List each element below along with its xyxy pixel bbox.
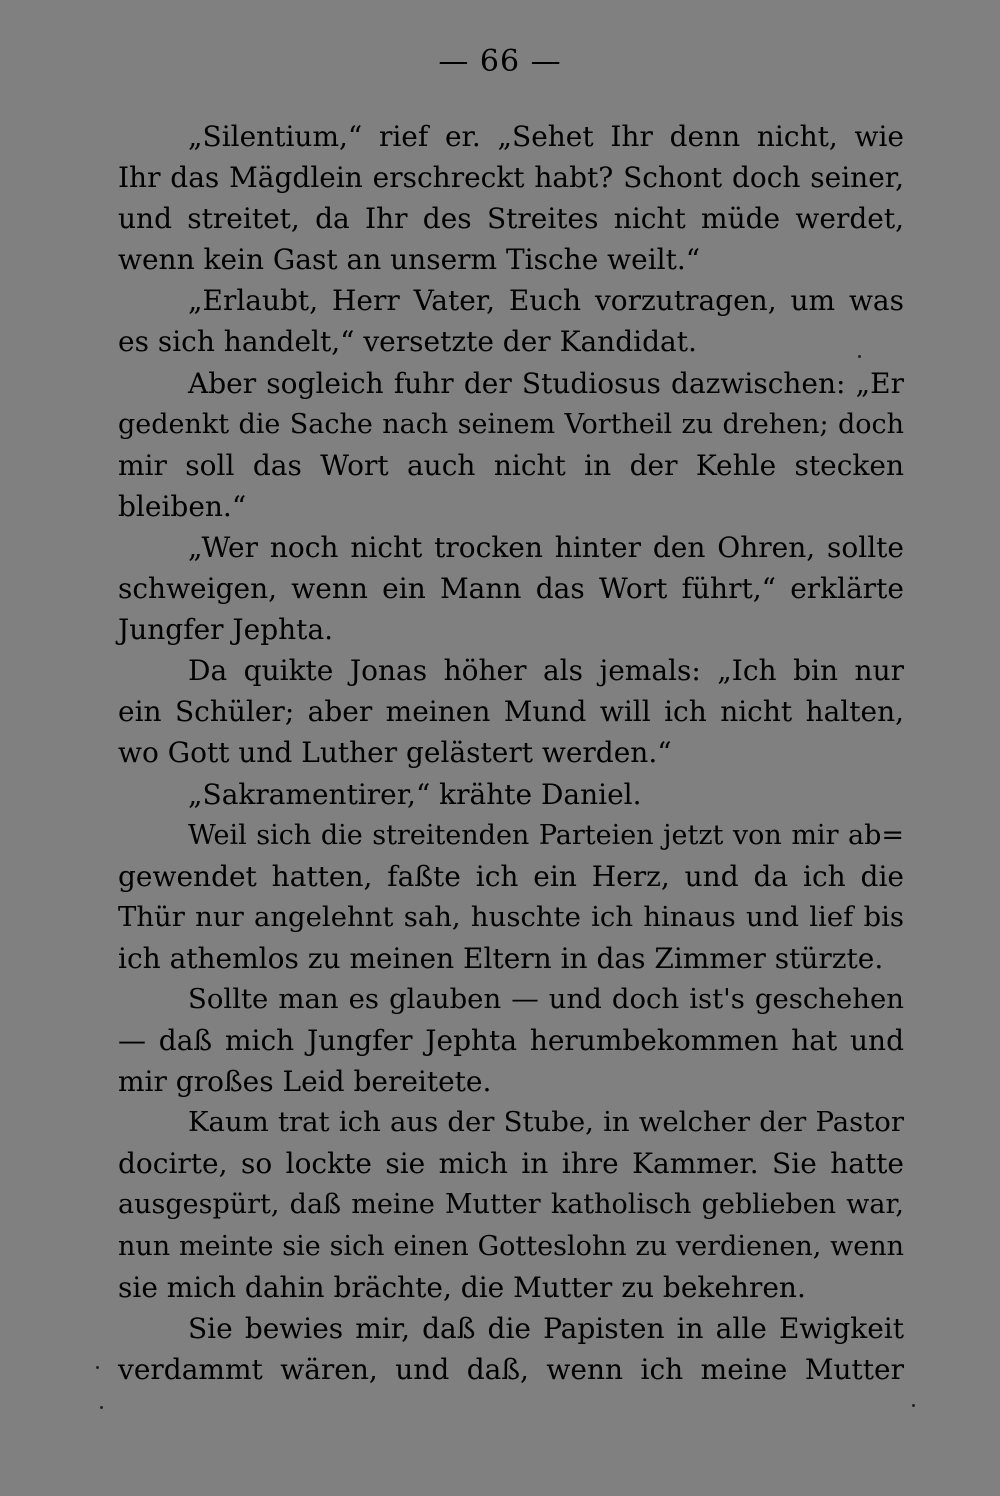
text-line: Thür nur angelehnt sah, huschte ich hinaus und lief bis bbox=[118, 900, 904, 933]
text-line: „Wer noch nicht trocken hinter den Ohren, sollte bbox=[188, 530, 904, 564]
text-line: Sie bewies mir, daß die Papisten in alle Ewigkeit bbox=[188, 1311, 904, 1345]
text-line: schweigen, wenn ein Mann das Wort führt,“ erklärte bbox=[118, 572, 904, 606]
text-line: Weil sich die streitenden Parteien jetzt von mir ab= bbox=[188, 819, 904, 851]
text-line: und streitet, da Ihr des Streites nicht müde werdet, bbox=[118, 202, 904, 236]
text-line: wenn kein Gast an unserm Tische weilt.“ bbox=[118, 243, 701, 277]
text-line: Jungfer Jephta. bbox=[118, 613, 334, 647]
text-line: gedenkt die Sache nach seinem Vortheil zu drehen; doch bbox=[118, 408, 904, 440]
text-line: „Silentium,“ rief er. „Sehet Ihr denn nicht, wie bbox=[188, 120, 904, 153]
text-line: docirte, so lockte sie mich in ihre Kammer. Sie hatte bbox=[118, 1147, 904, 1181]
print-speck bbox=[912, 1404, 915, 1407]
text-line: gewendet hatten, faßte ich ein Herz, und da ich die bbox=[118, 859, 904, 893]
text-line: bleiben.“ bbox=[118, 489, 247, 523]
text-line: ausgespürt, daß meine Mutter katholisch geblieben war, bbox=[118, 1189, 904, 1221]
text-line: es sich handelt,“ versetzte der Kandidat. bbox=[118, 325, 697, 359]
text-line: mir großes Leid bereitete. bbox=[118, 1065, 492, 1099]
text-line: Sollte man es glauben — und doch ist's geschehen bbox=[188, 982, 904, 1015]
page-number: — 66 — bbox=[438, 44, 562, 79]
print-speck bbox=[100, 1406, 103, 1409]
body-text bbox=[118, 116, 904, 1390]
text-line: mir soll das Wort auch nicht in der Kehle stecken bbox=[118, 448, 904, 482]
print-speck bbox=[858, 355, 861, 358]
text-line: — daß mich Jungfer Jephta herumbekommen hat und bbox=[118, 1024, 904, 1058]
text-line: Kaum trat ich aus der Stube, in welcher der Pastor bbox=[188, 1106, 904, 1139]
text-line: Aber sogleich fuhr der Studiosus dazwischen: „Er bbox=[188, 366, 904, 400]
text-line: Da quikte Jonas höher als jemals: „Ich bin nur bbox=[188, 654, 904, 688]
text-line: „Erlaubt, Herr Vater, Euch vorzutragen, um was bbox=[188, 284, 904, 318]
text-line: wo Gott und Luther gelästert werden.“ bbox=[118, 736, 672, 770]
text-line: ein Schüler; aber meinen Mund will ich nicht halten, bbox=[118, 695, 904, 729]
text-line: nun meinte sie sich einen Gotteslohn zu verdienen, wenn bbox=[118, 1230, 904, 1262]
text-line: sie mich dahin brächte, die Mutter zu bekehren. bbox=[118, 1270, 806, 1304]
print-speck bbox=[96, 1366, 99, 1369]
text-line: „Sakramentirer,“ krähte Daniel. bbox=[188, 777, 642, 811]
text-line: verdammt wären, und daß, wenn ich meine Mutter bbox=[118, 1352, 904, 1386]
text-line: Ihr das Mägdlein erschreckt habt? Schont doch seiner, bbox=[118, 161, 904, 195]
text-line: ich athemlos zu meinen Eltern in das Zimmer stürzte. bbox=[118, 941, 884, 975]
